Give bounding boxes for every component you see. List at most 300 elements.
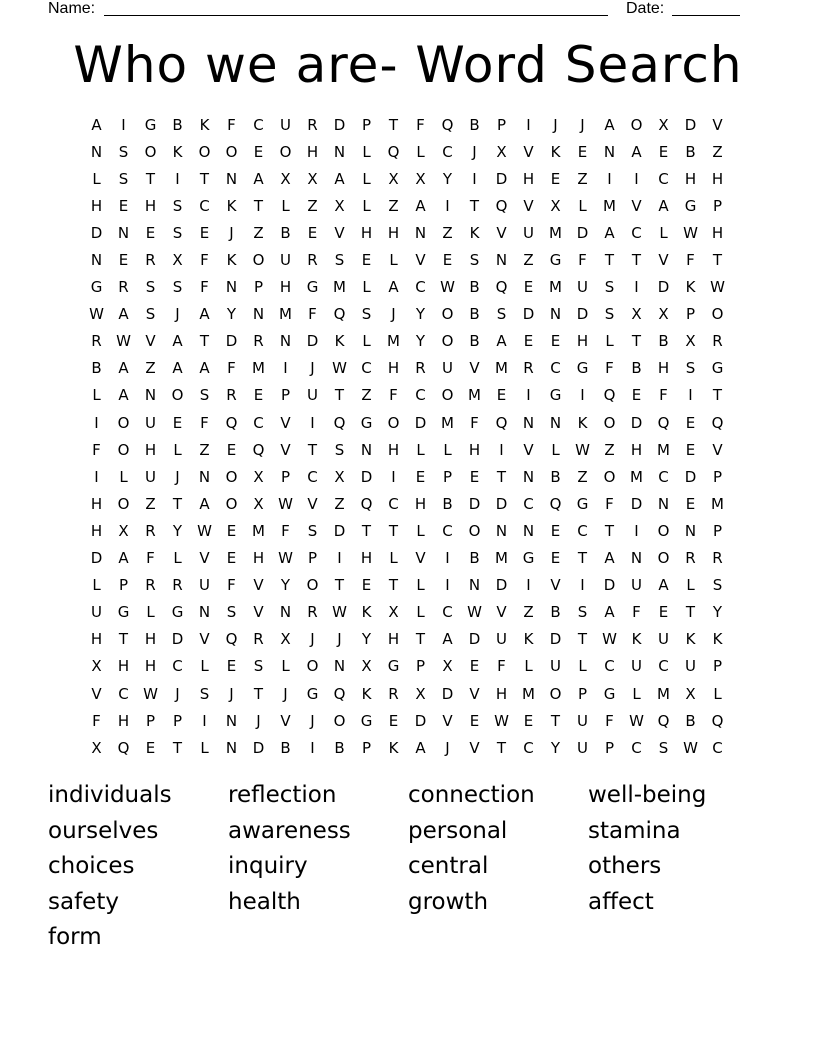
grid-letter: H <box>144 196 157 215</box>
grid-letter: Z <box>145 359 156 378</box>
grid-letter: W <box>143 684 158 703</box>
grid-letter: Q <box>657 711 670 730</box>
grid-letter: P <box>712 467 723 486</box>
grid-letter: F <box>470 413 479 432</box>
grid-letter: R <box>307 251 318 270</box>
grid-letter: P <box>280 386 291 405</box>
grid-letter: I <box>580 576 585 595</box>
grid-letter: L <box>416 603 425 622</box>
grid-letter: H <box>387 440 400 459</box>
grid-letter: K <box>199 115 210 134</box>
grid-letter: W <box>683 738 698 757</box>
grid-letter: N <box>279 332 292 351</box>
grid-letter: R <box>712 332 723 351</box>
grid-letter: S <box>577 603 588 622</box>
grid-letter: S <box>685 359 696 378</box>
grid-letter: E <box>550 521 561 540</box>
grid-letter: H <box>387 630 400 649</box>
grid-letter: T <box>577 549 588 568</box>
grid-letter: H <box>90 630 103 649</box>
grid-letter: H <box>495 684 508 703</box>
grid-letter: L <box>551 440 560 459</box>
grid-letter: N <box>495 521 508 540</box>
grid-letter: A <box>388 278 399 297</box>
name-blank-line <box>104 15 608 16</box>
grid-letter: M <box>441 413 454 432</box>
grid-letter: I <box>607 169 612 188</box>
grid-letter: O <box>387 413 400 432</box>
grid-letter: L <box>632 684 641 703</box>
grid-letter: T <box>172 738 183 757</box>
grid-letter: H <box>522 169 535 188</box>
grid-letter: T <box>118 630 129 649</box>
grid-letter: U <box>523 223 534 242</box>
word-list-item: connection <box>408 782 535 808</box>
grid-letter: O <box>279 142 292 161</box>
grid-letter: A <box>172 332 183 351</box>
grid-letter: V <box>253 576 264 595</box>
grid-letter: S <box>253 657 264 676</box>
grid-letter: N <box>630 549 643 568</box>
grid-letter: S <box>334 251 345 270</box>
word-list-item: ourselves <box>48 817 159 844</box>
grid-letter: L <box>686 576 695 595</box>
grid-letter: G <box>306 278 319 297</box>
grid-letter: E <box>253 386 264 405</box>
grid-letter: R <box>172 576 183 595</box>
grid-letter: L <box>119 467 128 486</box>
grid-letter: W <box>278 494 293 513</box>
grid-letter: I <box>499 440 504 459</box>
grid-letter: L <box>200 657 209 676</box>
grid-letter: R <box>388 684 399 703</box>
grid-letter: H <box>360 223 373 242</box>
grid-letter: X <box>253 467 264 486</box>
grid-letter: M <box>657 684 670 703</box>
grid-letter: A <box>118 386 129 405</box>
grid-letter: P <box>307 549 318 568</box>
grid-letter: O <box>225 494 238 513</box>
grid-letter: C <box>442 603 453 622</box>
grid-letter: Q <box>549 494 562 513</box>
word-list-item: well-being <box>588 782 707 808</box>
grid-letter: V <box>253 603 264 622</box>
grid-letter: P <box>145 711 156 730</box>
grid-letter: M <box>252 521 265 540</box>
grid-letter: Q <box>225 630 238 649</box>
grid-letter: K <box>631 630 642 649</box>
grid-letter: C <box>631 738 642 757</box>
grid-letter: D <box>360 467 373 486</box>
grid-letter: Z <box>523 603 534 622</box>
grid-letter: F <box>227 115 236 134</box>
grid-letter: I <box>283 359 288 378</box>
grid-letter: U <box>145 413 156 432</box>
grid-letter: A <box>415 738 426 757</box>
grid-letter: H <box>360 549 373 568</box>
grid-letter: H <box>306 142 319 161</box>
grid-letter: M <box>468 386 481 405</box>
grid-letter: C <box>550 359 561 378</box>
grid-letter: N <box>90 251 103 270</box>
grid-letter: G <box>387 657 400 676</box>
grid-letter: G <box>117 603 130 622</box>
grid-letter: L <box>173 440 182 459</box>
grid-letter: F <box>92 711 101 730</box>
grid-letter: C <box>253 115 264 134</box>
grid-letter: L <box>389 251 398 270</box>
grid-letter: S <box>118 169 129 188</box>
grid-letter: H <box>387 359 400 378</box>
grid-letter: X <box>685 684 696 703</box>
grid-letter: G <box>522 549 535 568</box>
grid-letter: R <box>523 359 534 378</box>
grid-letter: R <box>145 251 156 270</box>
grid-letter: R <box>145 521 156 540</box>
grid-letter: X <box>496 142 507 161</box>
grid-letter: I <box>337 549 342 568</box>
grid-letter: J <box>391 305 396 324</box>
grid-letter: P <box>604 738 615 757</box>
grid-letter: L <box>578 657 587 676</box>
grid-letter: H <box>252 549 265 568</box>
grid-letter: N <box>252 305 265 324</box>
grid-letter: Z <box>523 251 534 270</box>
grid-letter: U <box>91 603 102 622</box>
grid-letter: N <box>333 657 346 676</box>
page-title: Who we are- Word Search <box>73 36 743 94</box>
grid-letter: D <box>630 413 643 432</box>
grid-letter: Y <box>415 305 426 324</box>
grid-letter: P <box>685 305 696 324</box>
grid-letter: M <box>495 549 508 568</box>
word-list <box>48 778 768 956</box>
grid-letter: E <box>685 440 696 459</box>
grid-letter: S <box>226 603 237 622</box>
grid-letter: Q <box>657 413 670 432</box>
grid-letter: V <box>658 251 669 270</box>
grid-letter: S <box>145 278 156 297</box>
grid-letter: E <box>415 467 426 486</box>
grid-letter: D <box>90 549 103 568</box>
grid-letter: M <box>711 494 724 513</box>
grid-letter: X <box>118 521 129 540</box>
grid-letter: Z <box>307 196 318 215</box>
grid-letter: T <box>388 521 399 540</box>
word-list-item: form <box>48 924 102 950</box>
grid-letter: N <box>684 521 697 540</box>
grid-letter: V <box>550 576 561 595</box>
grid-letter: H <box>387 223 400 242</box>
grid-letter: W <box>575 440 590 459</box>
grid-letter: A <box>199 359 210 378</box>
grid-letter: V <box>415 549 426 568</box>
grid-letter: D <box>90 223 103 242</box>
grid-letter: H <box>684 169 697 188</box>
grid-letter: B <box>280 738 291 757</box>
grid-letter: B <box>91 359 102 378</box>
grid-letter: Q <box>387 142 400 161</box>
grid-letter: V <box>280 440 291 459</box>
grid-letter: L <box>281 657 290 676</box>
grid-letter: J <box>337 630 342 649</box>
grid-letter: D <box>468 494 481 513</box>
grid-letter: P <box>361 738 372 757</box>
grid-letter: C <box>415 386 426 405</box>
grid-letter: I <box>688 386 693 405</box>
word-list-item: stamina <box>588 817 681 844</box>
grid-letter: X <box>280 169 291 188</box>
grid-letter: P <box>442 467 453 486</box>
grid-letter: I <box>526 576 531 595</box>
grid-letter: Q <box>711 413 724 432</box>
grid-letter: I <box>175 169 180 188</box>
grid-letter: S <box>469 251 480 270</box>
grid-letter: L <box>605 332 614 351</box>
grid-letter: J <box>229 223 234 242</box>
grid-letter: V <box>523 142 534 161</box>
grid-letter: I <box>310 738 315 757</box>
grid-letter: D <box>252 738 265 757</box>
word-list-item: affect <box>588 888 654 915</box>
grid-letter: K <box>712 630 723 649</box>
grid-letter: P <box>361 115 372 134</box>
grid-letter: F <box>632 603 641 622</box>
word-list-item: reflection <box>228 782 337 808</box>
grid-letter: E <box>118 196 129 215</box>
grid-letter: H <box>144 657 157 676</box>
grid-letter: N <box>522 521 535 540</box>
grid-letter: N <box>360 440 373 459</box>
grid-letter: C <box>172 657 183 676</box>
grid-letter: W <box>197 521 212 540</box>
grid-letter: P <box>415 657 426 676</box>
grid-letter: Q <box>360 494 373 513</box>
grid-letter: F <box>200 278 209 297</box>
grid-letter: P <box>712 521 723 540</box>
grid-letter: I <box>391 467 396 486</box>
grid-letter: U <box>550 657 561 676</box>
grid-letter: F <box>605 494 614 513</box>
word-list-item: awareness <box>228 817 351 844</box>
grid-letter: A <box>604 223 615 242</box>
grid-letter: B <box>469 549 480 568</box>
grid-letter: Y <box>712 603 723 622</box>
grid-letter: G <box>360 413 373 432</box>
grid-letter: X <box>388 603 399 622</box>
grid-letter: E <box>685 494 696 513</box>
grid-letter: A <box>118 359 129 378</box>
grid-letter: D <box>684 467 697 486</box>
grid-letter: J <box>175 305 180 324</box>
grid-letter: E <box>550 549 561 568</box>
grid-letter: F <box>416 115 425 134</box>
grid-letter: C <box>658 467 669 486</box>
grid-letter: T <box>685 603 696 622</box>
grid-letter: E <box>685 413 696 432</box>
grid-letter: X <box>631 305 642 324</box>
grid-letter: V <box>442 711 453 730</box>
grid-letter: N <box>279 603 292 622</box>
grid-letter: A <box>253 169 264 188</box>
grid-letter: C <box>361 359 372 378</box>
grid-letter: V <box>496 603 507 622</box>
grid-letter: W <box>494 711 509 730</box>
grid-letter: Q <box>711 711 724 730</box>
grid-letter: T <box>712 386 723 405</box>
grid-letter: L <box>443 440 452 459</box>
grid-letter: O <box>603 467 616 486</box>
grid-letter: C <box>442 521 453 540</box>
grid-letter: T <box>604 521 615 540</box>
grid-letter: E <box>145 738 156 757</box>
grid-letter: Q <box>333 684 346 703</box>
grid-letter: D <box>306 332 319 351</box>
grid-letter: I <box>634 278 639 297</box>
grid-letter: T <box>253 196 264 215</box>
grid-letter: N <box>198 467 211 486</box>
grid-letter: N <box>603 142 616 161</box>
grid-letter: R <box>712 549 723 568</box>
grid-letter: A <box>91 115 102 134</box>
grid-letter: C <box>523 738 534 757</box>
grid-letter: T <box>496 467 507 486</box>
grid-letter: D <box>576 305 589 324</box>
grid-letter: X <box>388 169 399 188</box>
grid-letter: M <box>522 684 535 703</box>
grid-letter: T <box>199 332 210 351</box>
grid-letter: L <box>416 576 425 595</box>
grid-letter: O <box>549 684 562 703</box>
grid-letter: G <box>576 494 589 513</box>
word-list-item: safety <box>48 888 119 915</box>
grid-letter: J <box>229 684 234 703</box>
grid-letter: S <box>712 576 723 595</box>
grid-letter: R <box>307 115 318 134</box>
grid-letter: J <box>310 359 315 378</box>
grid-letter: W <box>89 305 104 324</box>
grid-letter: V <box>712 115 723 134</box>
grid-letter: J <box>256 711 261 730</box>
grid-letter: S <box>172 278 183 297</box>
grid-letter: X <box>442 657 453 676</box>
grid-letter: M <box>495 359 508 378</box>
grid-letter: E <box>523 711 534 730</box>
grid-letter: F <box>281 521 290 540</box>
grid-letter: F <box>389 386 398 405</box>
grid-letter: F <box>146 549 155 568</box>
grid-letter: M <box>630 467 643 486</box>
grid-letter: A <box>118 549 129 568</box>
grid-letter: E <box>496 386 507 405</box>
grid-letter: C <box>631 223 642 242</box>
grid-letter: N <box>414 223 427 242</box>
grid-letter: O <box>441 386 454 405</box>
grid-letter: Q <box>603 386 616 405</box>
grid-letter: Q <box>495 413 508 432</box>
grid-letter: V <box>334 223 345 242</box>
grid-letter: D <box>495 576 508 595</box>
grid-letter: D <box>495 169 508 188</box>
grid-letter: W <box>683 223 698 242</box>
grid-letter: F <box>659 386 668 405</box>
grid-letter: L <box>362 196 371 215</box>
grid-letter: E <box>469 467 480 486</box>
grid-letter: J <box>310 630 315 649</box>
grid-letter: O <box>657 521 670 540</box>
grid-letter: F <box>92 440 101 459</box>
grid-letter: X <box>91 657 102 676</box>
grid-letter: W <box>710 278 725 297</box>
grid-letter: U <box>577 711 588 730</box>
grid-letter: J <box>175 467 180 486</box>
grid-letter: I <box>472 169 477 188</box>
grid-letter: O <box>144 142 157 161</box>
grid-letter: O <box>468 521 481 540</box>
word-list-item: choices <box>48 853 135 879</box>
word-list-item: central <box>408 853 489 879</box>
grid-letter: N <box>198 603 211 622</box>
grid-letter: C <box>577 521 588 540</box>
grid-letter: O <box>117 440 130 459</box>
grid-letter: B <box>685 142 696 161</box>
grid-letter: S <box>496 305 507 324</box>
grid-letter: O <box>630 115 643 134</box>
grid-letter: L <box>659 223 668 242</box>
grid-letter: I <box>445 549 450 568</box>
grid-letter: V <box>280 413 291 432</box>
grid-letter: H <box>711 169 724 188</box>
grid-letter: T <box>388 576 399 595</box>
grid-letter: T <box>577 630 588 649</box>
grid-letter: E <box>172 413 183 432</box>
grid-letter: R <box>118 278 129 297</box>
grid-letter: N <box>90 142 103 161</box>
grid-letter: D <box>414 711 427 730</box>
grid-letter: O <box>198 142 211 161</box>
grid-letter: L <box>173 549 182 568</box>
grid-letter: S <box>172 196 183 215</box>
date-label: Date: <box>626 0 665 17</box>
grid-letter: X <box>253 494 264 513</box>
grid-letter: J <box>283 684 288 703</box>
grid-letter: H <box>90 196 103 215</box>
grid-letter: B <box>469 332 480 351</box>
grid-letter: R <box>226 386 237 405</box>
grid-letter: X <box>280 630 291 649</box>
grid-letter: O <box>441 305 454 324</box>
grid-letter: Z <box>604 440 615 459</box>
grid-letter: H <box>144 630 157 649</box>
grid-letter: H <box>576 332 589 351</box>
grid-letter: C <box>199 196 210 215</box>
grid-letter: Q <box>117 738 130 757</box>
grid-letter: H <box>90 494 103 513</box>
grid-letter: V <box>307 494 318 513</box>
grid-letter: V <box>523 440 534 459</box>
grid-letter: N <box>117 223 130 242</box>
grid-letter: V <box>712 440 723 459</box>
grid-letter: D <box>549 630 562 649</box>
grid-letter: O <box>171 386 184 405</box>
grid-letter: D <box>657 278 670 297</box>
grid-letter: X <box>172 251 183 270</box>
grid-letter: E <box>523 332 534 351</box>
grid-letter: T <box>307 440 318 459</box>
grid-letter: M <box>333 278 346 297</box>
grid-letter: V <box>469 738 480 757</box>
grid-letter: N <box>495 251 508 270</box>
